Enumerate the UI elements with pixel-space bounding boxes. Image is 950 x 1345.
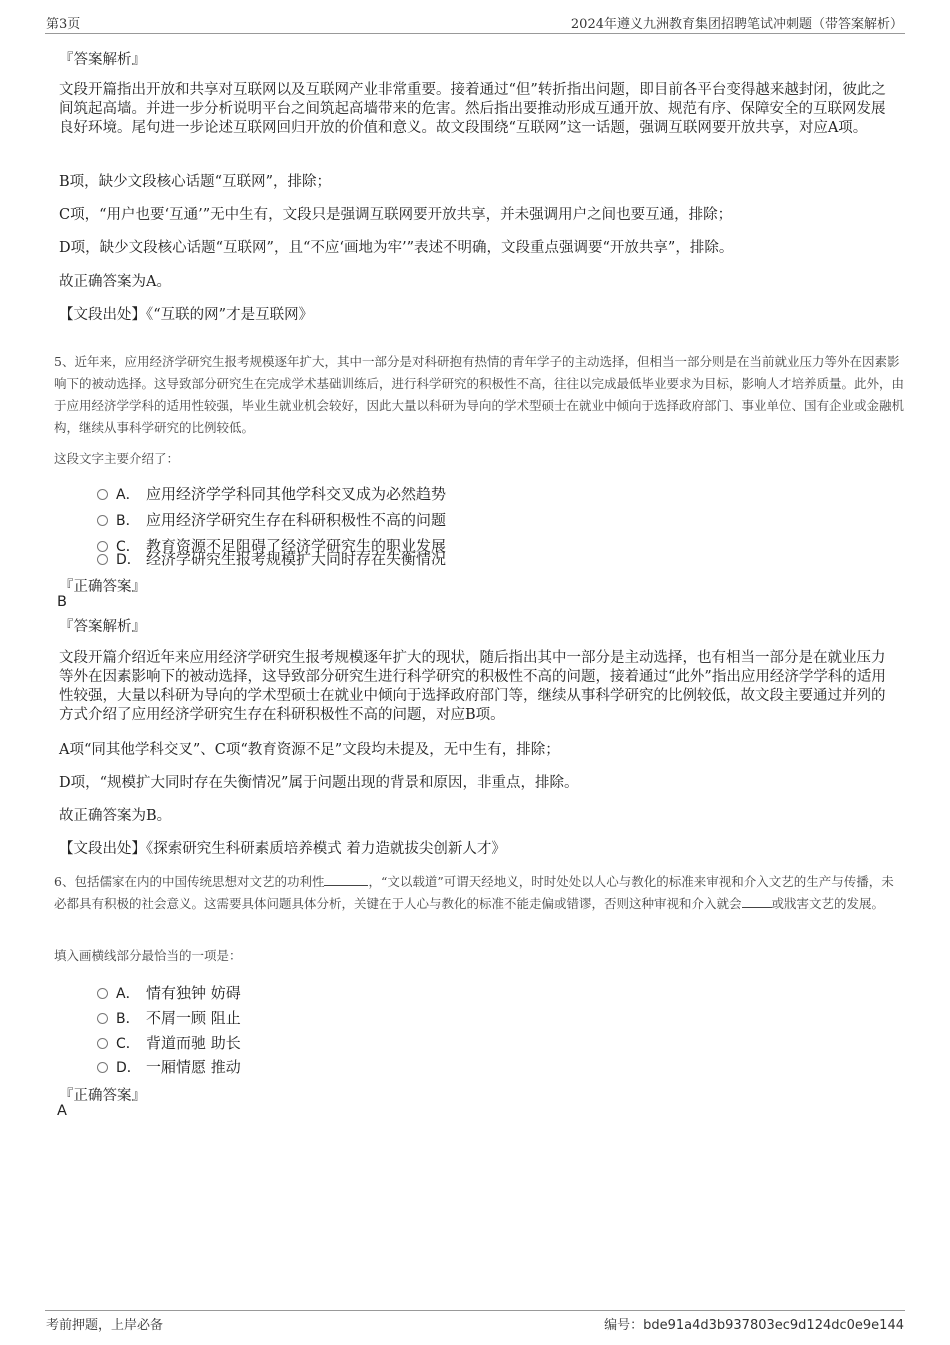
q6-prompt: 填入画横线部分最恰当的一项是： <box>54 948 242 963</box>
q6-option-c[interactable]: C． 背道而驰 助长 <box>97 1032 241 1053</box>
q5-source: 【文段出处】《探索研究生科研素质培养模式 着力造就拔尖创新人才》 <box>59 841 506 857</box>
radio-button[interactable] <box>97 1038 108 1049</box>
q6-answer: A <box>57 1103 67 1119</box>
q5-answer-label: 『正确答案』 <box>59 579 146 595</box>
radio-button[interactable] <box>97 515 108 526</box>
q6-option-d[interactable]: D． 一厢情愿 推动 <box>97 1056 241 1077</box>
q4-conclusion: 故正确答案为A。 <box>59 274 171 290</box>
q5-option-d[interactable]: D． 经济学研究生报考规模扩大同时存在失衡情况 <box>97 548 446 569</box>
q6-option-b[interactable]: B． 不屑一顾 阻止 <box>97 1007 241 1028</box>
q4-b-note: B项，缺少文段核心话题“互联网”，排除； <box>59 174 331 190</box>
q5-analysis-label: 『答案解析』 <box>59 619 146 635</box>
page-number: 第3页 <box>46 17 81 32</box>
q5-answer: B <box>57 594 67 610</box>
document-code: 编号：bde91a4d3b937803ec9d124dc0e9e144 <box>604 1318 904 1333</box>
q4-d-note: D项，缺少文段核心话题“互联网”，且“不应‘画地为牢’”表述不明确，文段重点强调要“开放共享”，排除。 <box>59 240 734 256</box>
q5-stem: 5、近年来，应用经济学研究生报考规模逐年扩大，其中一部分是对科研抱有热情的青年学子的主动选择，但相当一部分则是在当前就业压力等外在因素影响下的被动选择。这导致部分研究生在完成学术基础训练后，进行科学研究的积极性不高，往往以完成最低毕业要求为目标，影响人才培养质量。此外，由于应用经济学学科的适用性较强，毕业生就业机会较好，因此大量以科研为导向的学术型硕士在就业中倾向于选择政府部门、事业单位、国有企业或金融机构，继续从事科学研究的比例较低。 <box>54 354 905 435</box>
q5-d-note: D项，“规模扩大同时存在失衡情况”属于问题出现的背景和原因，非重点，排除。 <box>59 775 579 791</box>
q6-option-a[interactable]: A． 情有独钟 妨碍 <box>97 982 241 1003</box>
radio-button[interactable] <box>97 1062 108 1073</box>
q5-analysis-text: 文段开篇介绍近年来应用经济学研究生报考规模逐年扩大的现状，随后指出其中一部分是主动选择，也有相当一部分是在就业压力等外在因素影响下的被动选择，这导致部分研究生进行科学研究的积极性不高的问题，接着通过“此外”指出应用经济学学科的适用性较强，大量以科研为导向的学术型硕士在就业中倾向于选择政府部门等，继续从事科学研究的比例较低，故文段主要通过并列的方式介绍了应用经济学研究生存在科研积极性不高的问题，对应B项。 <box>59 650 886 723</box>
q5-option-c[interactable]: C． 教育资源不足阻碍了经济学研究生的职业发展 <box>97 535 446 556</box>
q4-source: 【文段出处】《“互联的网”才是互联网》 <box>59 307 314 323</box>
q5-option-a[interactable]: A． 应用经济学学科同其他学科交叉成为必然趋势 <box>97 483 446 504</box>
footer-divider <box>45 1310 905 1311</box>
q5-prompt: 这段文字主要介绍了： <box>54 451 180 466</box>
q4-analysis-label: 『答案解析』 <box>59 52 146 68</box>
fill-blank <box>742 896 772 908</box>
radio-button[interactable] <box>97 1013 108 1024</box>
q5-ac-note: A项“同其他学科交叉”、C项“教育资源不足”文段均未提及，无中生有，排除； <box>59 742 560 758</box>
q4-analysis-text: 文段开篇指出开放和共享对互联网以及互联网产业非常重要。接着通过“但”转折指出问题，即目前各平台变得越来越封闭，彼此之间筑起高墙。并进一步分析说明平台之间筑起高墙带来的危害。然后指出要推动形成互通开放、规范有序、保障安全的互联网发展良好环境。尾句进一步论述互联网回归开放的价值和意义。故文段围绕“互联网”这一话题，强调互联网要开放共享，对应A项。 <box>59 82 886 136</box>
q4-c-note: C项，“用户也要‘互通’”无中生有，文段只是强调互联网要开放共享，并未强调用户之间也要互通，排除； <box>59 207 733 223</box>
q6-answer-label: 『正确答案』 <box>59 1088 146 1104</box>
q6-stem: 6、包括儒家在内的中国传统思想对文艺的功利性 ，“文以载道”可谓天经地义，时时处处以人心与教化的标准来审视和介入文艺的生产与传播，未必都具有积极的社会意义。这需要具体问题具体分析，关键在于人心与教化的标准不能走偏或错谬，否则这种审视和介入就会 或戕害文艺的发展。 <box>54 874 894 911</box>
footer-slogan: 考前押题，上岸必备 <box>46 1318 164 1333</box>
q5-conclusion: 故正确答案为B。 <box>59 808 172 824</box>
q5-option-b[interactable]: B． 应用经济学研究生存在科研积极性不高的问题 <box>97 509 446 530</box>
document-title: 2024年遵义九洲教育集团招聘笔试冲刺题（带答案解析） <box>570 17 903 32</box>
radio-button[interactable] <box>97 988 108 999</box>
radio-button[interactable] <box>97 554 108 565</box>
header-divider <box>45 33 905 34</box>
fill-blank <box>324 874 368 886</box>
radio-button[interactable] <box>97 489 108 500</box>
